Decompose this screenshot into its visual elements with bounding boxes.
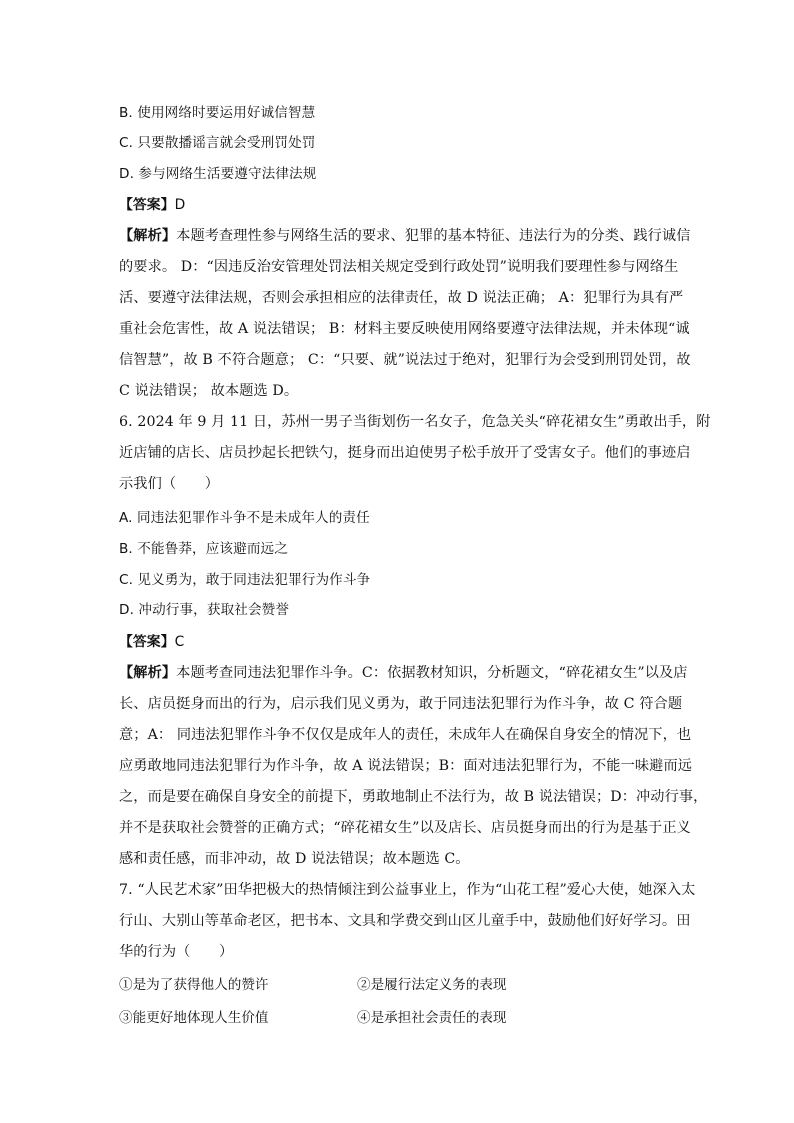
q6-stem-line: 近店铺的店长、店员抄起长把铁勺，挺身而出迫使男子松手放开了受害女子。他们的事迹启 (119, 445, 691, 461)
q7-stem-line: 行山、大别山等革命老区，把书本、文具和学费交到山区儿童手中，鼓励他们好好学习。田 (119, 913, 691, 929)
analysis-text: 本题考查理性参与网络生活的要求、犯罪的基本特征、违法行为的分类、践行诚信 (176, 228, 691, 244)
q5-analysis-line (119, 226, 691, 246)
q6-stem-line: 6. 2024 年 9 月 11 日，苏州一男子当街划伤一名女子，危急关头“碎花裙女生”勇敢出手，附 (119, 414, 711, 430)
q5-analysis-line: 重社会危害性，故 A 说法错误； B：材料主要反映使用网络要遵守法律法规，并未体现“诚 (119, 321, 690, 337)
answer-value: D (174, 197, 186, 213)
q6-analysis-line: 之，而是要在确保自身安全的前提下，勇敢地制止不法行为，故 B 说法错误；D：冲动行事， (119, 789, 708, 805)
q6-analysis-line: 感和责任感，而非冲动，故 D 说法错误；故本题选 C。 (119, 851, 470, 867)
analysis-label: 【解析】 (119, 228, 177, 244)
q6-option-a: A. 同违法犯罪作斗争不是未成年人的责任 (119, 510, 370, 526)
q7-stem-line: 7. “人民艺术家”田华把极大的热情倾注到公益事业上，作为“山花工程”爱心大使，她深入太 (119, 882, 696, 898)
q5-option-b: B. 使用网络时要运用好诚信智慧 (119, 105, 316, 121)
q6-answer (119, 632, 679, 652)
q6-stem-line: 示我们（ ） (119, 476, 220, 492)
q7-choice-3: ③能更好地体现人生价值 (119, 1010, 269, 1026)
q7-choice-1: ①是为了获得他人的赞许 (119, 977, 269, 993)
q6-analysis-line: 应勇敢地同违法犯罪行为作斗争，故 A 说法错误；B：面对违法犯罪行为，不能一味避而远 (119, 758, 693, 774)
q5-analysis-line: 信智慧”，故 B 不符合题意； C：“只要、就”说法过于绝对，犯罪行为会受到刑罚处罚，故 (119, 352, 691, 368)
q5-answer (119, 195, 679, 215)
q6-analysis-line (119, 663, 688, 683)
analysis-text: 本题考查同违法犯罪作斗争。C：依据教材知识，分析题文，“碎花裙女生”以及店 (176, 665, 688, 681)
q6-analysis-line: 并不是获取社会赞誉的正确方式；“碎花裙女生”以及店长、店员挺身而出的行为是基于正义 (119, 820, 691, 836)
q6-option-c: C. 见义勇为，敢于同违法犯罪行为作斗争 (119, 572, 371, 588)
q5-analysis-line: 的要求。 D：“因违反治安管理处罚法相关规定受到行政处罚”说明我们要理性参与网络生 (119, 259, 679, 275)
q6-analysis-line: 长、店员挺身而出的行为，启示我们见义勇为，敢于同违法犯罪行为作斗争，故 C 符合题 (119, 696, 683, 712)
q5-option-d: D. 参与网络生活要遵守法律法规 (119, 166, 317, 182)
q6-analysis-line: 意；A： 同违法犯罪作斗争不仅仅是成年人的责任，未成年人在确保自身安全的情况下，也 (119, 727, 692, 743)
q6-option-d: D. 冲动行事，获取社会赞誉 (119, 602, 290, 618)
q5-option-c: C. 只要散播谣言就会受刑罚处罚 (119, 135, 316, 151)
analysis-label: 【解析】 (119, 665, 177, 681)
q5-analysis-line: C 说法错误； 故本题选 D。 (119, 383, 299, 399)
q5-analysis-line: 活、要遵守法律法规，否则会承担相应的法律责任，故 D 说法正确； A：犯罪行为具有严 (119, 290, 684, 306)
answer-label: 【答案】 (119, 197, 175, 213)
answer-value: C (174, 634, 185, 650)
answer-label: 【答案】 (119, 634, 175, 650)
q7-choice-4: ④是承担社会责任的表现 (357, 1010, 507, 1026)
q6-option-b: B. 不能鲁莽，应该避而远之 (119, 541, 288, 557)
q7-choice-2: ②是履行法定义务的表现 (357, 977, 507, 993)
q7-stem-line: 华的行为（ ） (119, 944, 234, 960)
